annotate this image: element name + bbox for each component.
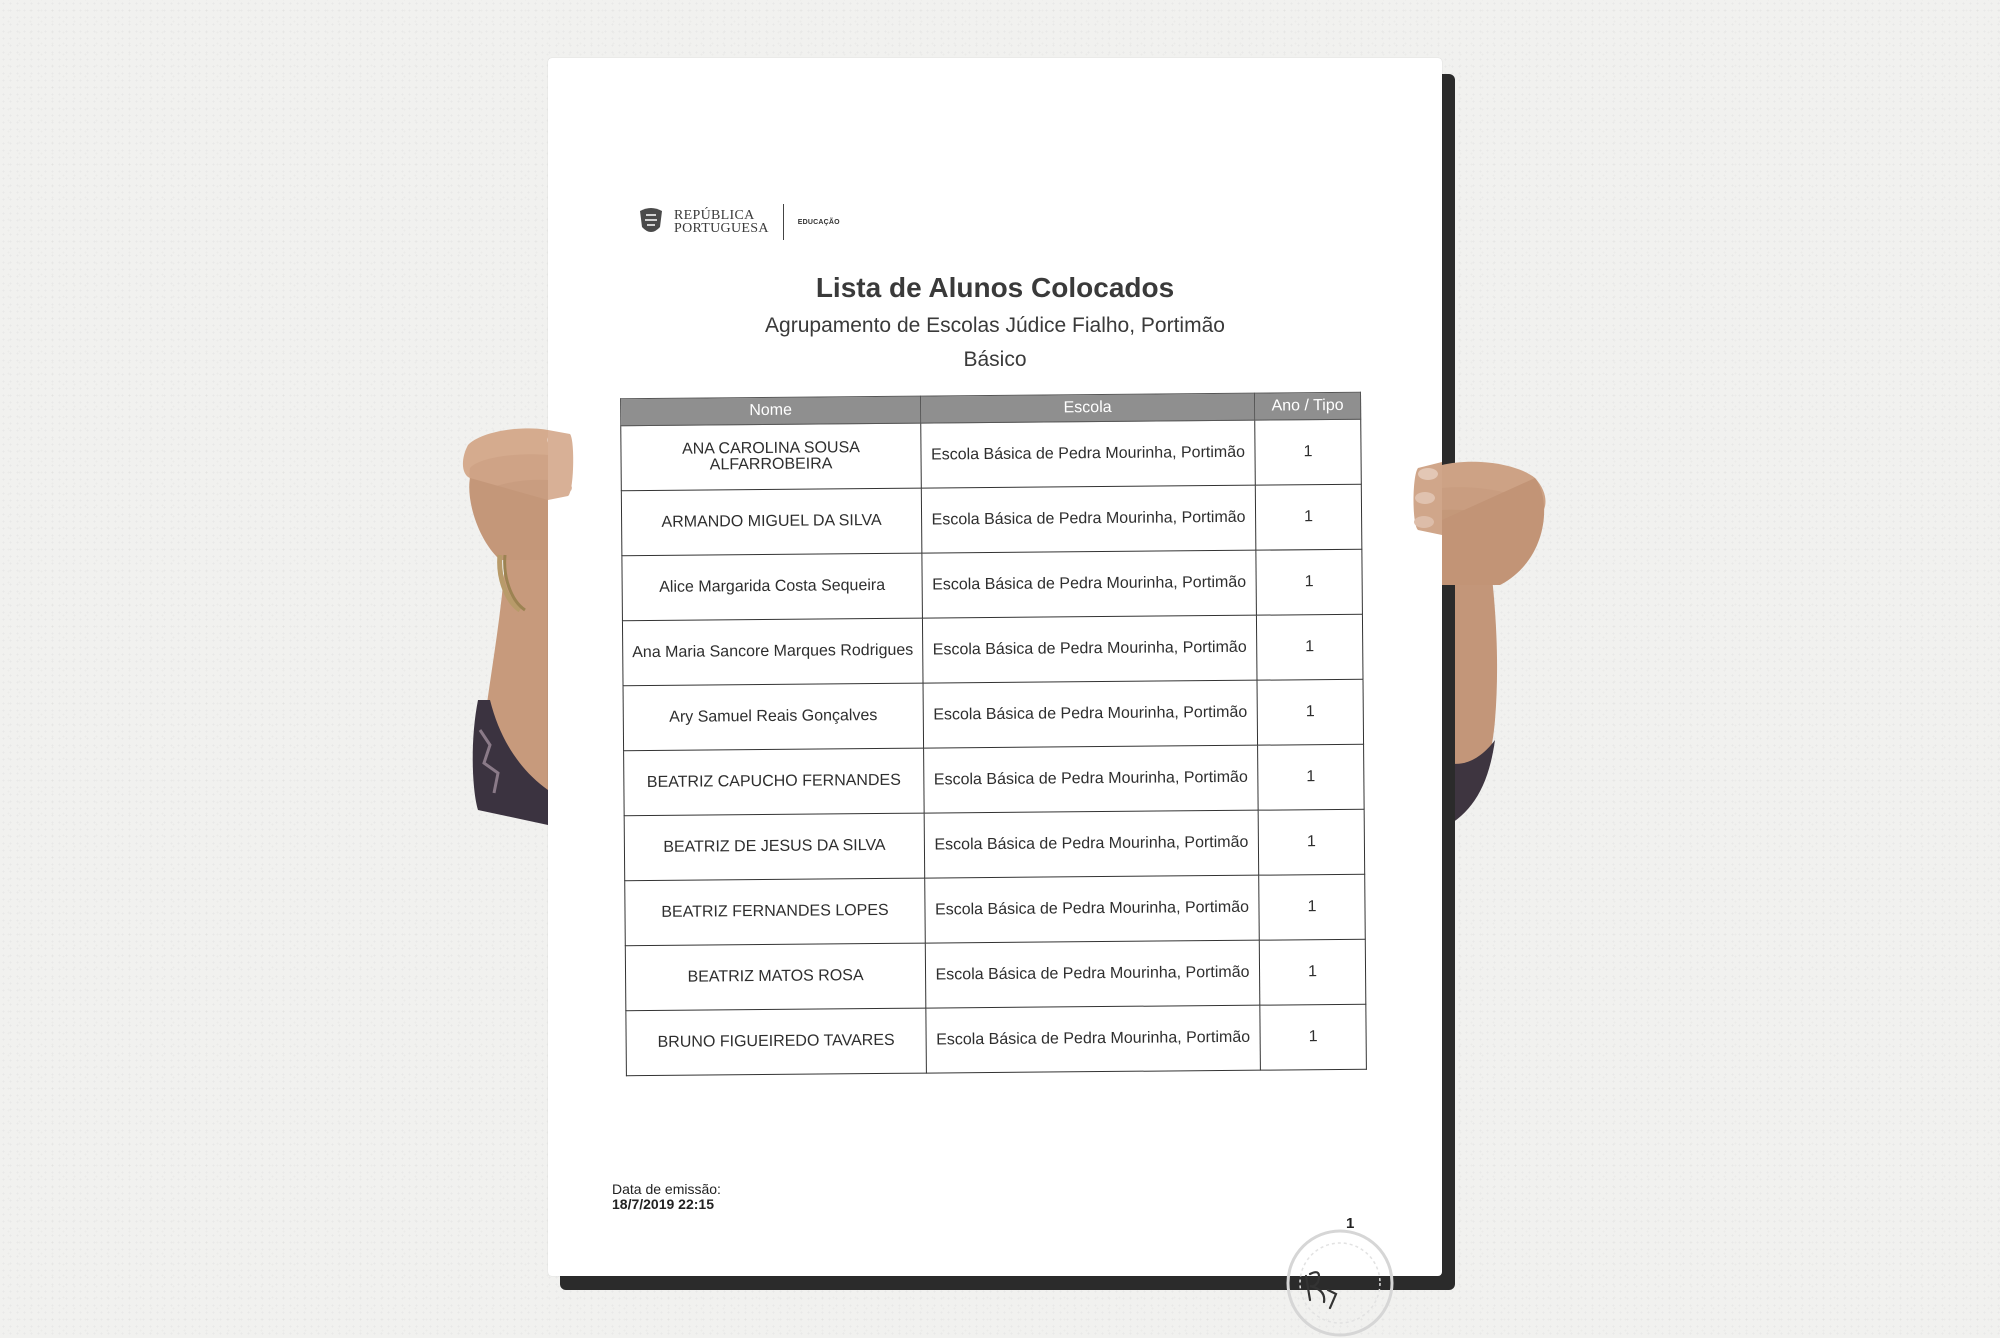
table-row [621,419,1362,490]
document-title: Lista de Alunos Colocados [815,272,1175,303]
students-table-wrapper [620,392,1366,1076]
logo-line2: PORTUGUESA [674,221,769,236]
cell-nome: BEATRIZ CAPUCHO FERNANDES [624,748,925,816]
header-nome: Nome [621,396,921,426]
document-subtitle: Agrupamento de Escolas Júdice Fialho, Portimão [765,314,1225,337]
logo-text [674,209,769,235]
page-number: 1 [1346,1215,1355,1232]
official-stamp-with-signature [1270,1228,1410,1338]
cell-nome: ANA CAROLINA SOUSA ALFARROBEIRA [621,423,922,491]
students-table [620,392,1367,1076]
cell-ano: 1 [1255,419,1362,485]
document-level: Básico [963,348,1027,371]
cell-escola: Escola Básica de Pedra Mourinha, Portimão [925,940,1260,1008]
header-escola: Escola [921,393,1255,423]
cell-ano: 1 [1255,484,1362,550]
cell-escola: Escola Básica de Pedra Mourinha, Portimão [926,1005,1261,1073]
republic-logo [636,204,840,240]
cell-nome: Alice Margarida Costa Sequeira [622,553,923,621]
cell-nome: Ary Samuel Reais Gonçalves [623,683,924,751]
coat-of-arms-icon [636,205,666,239]
emission-label: Data de emissão: [612,1181,721,1197]
emission-date: 18/7/2019 22:15 [612,1196,714,1212]
table-row [625,939,1366,1010]
table-row [622,614,1363,685]
logo-subtitle: EDUCAÇÃO [797,218,840,226]
cell-nome: ARMANDO MIGUEL DA SILVA [621,488,922,556]
cell-escola: Escola Básica de Pedra Mourinha, Portimão [924,810,1259,878]
cell-ano: 1 [1257,679,1364,745]
cell-escola: Escola Básica de Pedra Mourinha, Portimão [924,745,1259,813]
cell-ano: 1 [1259,939,1366,1005]
cell-escola: Escola Básica de Pedra Mourinha, Portimão [925,875,1260,943]
table-row [621,484,1362,555]
logo-line1: REPÚBLICA [674,208,755,223]
table-row [625,874,1366,945]
table-row [624,809,1365,880]
table-row [623,679,1364,750]
table-row [624,744,1365,815]
cell-ano: 1 [1256,614,1363,680]
cell-escola: Escola Básica de Pedra Mourinha, Portimão [921,420,1256,488]
cell-nome: BEATRIZ DE JESUS DA SILVA [624,813,925,881]
logo-separator [783,204,784,240]
cell-escola: Escola Básica de Pedra Mourinha, Portimão [921,485,1256,553]
header-ano-tipo: Ano / Tipo [1254,392,1360,420]
table-row [622,549,1363,620]
cell-nome: BEATRIZ MATOS ROSA [625,943,926,1011]
document-page [548,58,1442,1276]
cell-ano: 1 [1259,874,1366,940]
cell-escola: Escola Básica de Pedra Mourinha, Portimão [923,680,1258,748]
cell-ano: 1 [1258,809,1365,875]
cell-escola: Escola Básica de Pedra Mourinha, Portimão [922,550,1257,618]
cell-nome: Ana Maria Sancore Marques Rodrigues [622,618,923,686]
emission-info [612,1182,721,1212]
cell-ano: 1 [1258,744,1365,810]
cell-ano: 1 [1256,549,1363,615]
cell-escola: Escola Básica de Pedra Mourinha, Portimão [922,615,1257,683]
cell-nome: BEATRIZ FERNANDES LOPES [625,878,926,946]
table-row [626,1004,1367,1075]
cell-nome: BRUNO FIGUEIREDO TAVARES [626,1008,927,1076]
cell-ano: 1 [1260,1004,1367,1070]
